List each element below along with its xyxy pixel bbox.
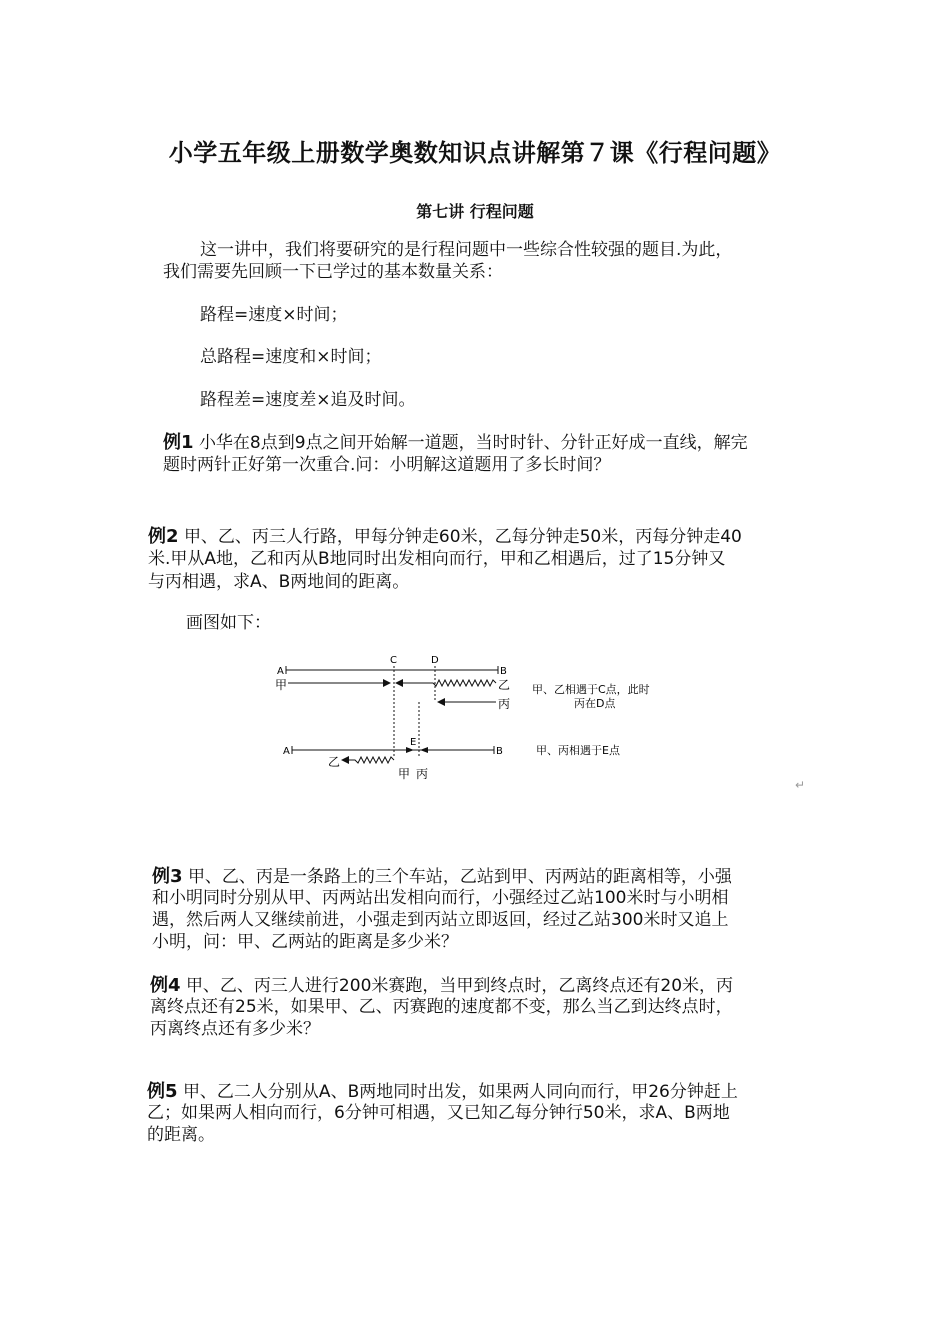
example-4-line-2: 离终点还有25米，如果甲、乙、丙赛跑的速度都不变，那么当乙到达终点时， (150, 997, 733, 1017)
label-jia-bottom: 甲 (398, 767, 411, 781)
lecture-title: 第七讲 行程问题 (416, 202, 534, 221)
example-1-line-2: 题时两针正好第一次重合.问：小明解这道题用了多长时间？ (163, 455, 611, 475)
example-4-label: 例4 (150, 975, 181, 996)
example-2-line-2: 米.甲从A地，乙和丙从B地同时出发相向而行，甲和乙相遇后，过了15分钟又 (148, 549, 726, 569)
example-4-line-3: 丙离终点还有多少米？ (150, 1019, 320, 1039)
caption-meet-c-line-2: 丙在D点 (574, 697, 616, 710)
label-jia-top: 甲 (275, 678, 288, 692)
example-3-line-1 (152, 866, 732, 888)
example-4-text: 甲、乙、丙三人进行200米赛跑，当甲到终点时，乙离终点还有20米，丙 (185, 976, 734, 996)
example-3-label: 例3 (152, 866, 183, 887)
example-2-text: 甲、乙、丙三人行路，甲每分钟走60米，乙每分钟走50米，丙每分钟走40 (183, 527, 742, 547)
example-4-line-1 (150, 975, 733, 997)
formula-total-distance: 总路程=速度和×时间； (200, 347, 382, 367)
example-5-text: 甲、乙二人分别从A、B两地同时出发，如果两人同向而行，甲26分钟赶上 (182, 1082, 738, 1102)
paragraph-return-mark: ↵ (795, 778, 806, 792)
example-2-label: 例2 (148, 526, 179, 547)
label-a-bottom: A (283, 746, 290, 757)
example-1-label: 例1 (163, 432, 194, 453)
example-3-line-4: 小明，问：甲、乙两站的距离是多少米？ (152, 932, 458, 952)
label-yi-bottom: 乙 (328, 755, 341, 769)
label-bing-top: 丙 (498, 697, 511, 711)
example-2-line-1 (148, 526, 742, 548)
label-d: D (431, 655, 439, 666)
diagram-intro: 画图如下： (186, 613, 271, 633)
example-1-text: 小华在8点到9点之间开始解一道题，当时时针、分针正好成一直线，解完 (198, 433, 748, 453)
intro-line-1: 这一讲中，我们将要研究的是行程问题中一些综合性较强的题目.为此， (200, 240, 733, 260)
example-3-text: 甲、乙、丙是一条路上的三个车站，乙站到甲、丙两站的距离相等，小强 (187, 867, 732, 887)
example-5-line-3: 的距离。 (147, 1125, 215, 1145)
yi-wavy-arrow (396, 680, 496, 686)
label-yi-top: 乙 (498, 678, 511, 692)
example-5-line-1 (147, 1081, 738, 1103)
example-1-line-1 (163, 432, 748, 454)
formula-distance: 路程=速度×时间； (200, 305, 348, 325)
label-b-bottom: B (496, 746, 503, 757)
example-2-line-3: 与丙相遇，求A、B两地间的距离。 (148, 572, 410, 592)
formula-distance-difference: 路程差=速度差×追及时间。 (200, 390, 416, 410)
label-bing-bottom: 丙 (416, 767, 429, 781)
label-e: E (410, 737, 417, 748)
label-c: C (390, 655, 397, 666)
caption-meet-e: 甲、丙相遇于E点 (536, 744, 620, 757)
travel-diagram (270, 650, 690, 790)
label-a-top: A (277, 666, 284, 677)
intro-line-2: 我们需要先回顾一下已学过的基本数量关系： (163, 262, 503, 282)
document-title: 小学五年级上册数学奥数知识点讲解第７课《行程问题》 (168, 139, 782, 167)
example-3-line-3: 遇，然后两人又继续前进，小强走到丙站立即返回，经过乙站300米时又追上 (152, 910, 729, 930)
yi-wavy-arrow-bottom (342, 757, 394, 763)
example-5-label: 例5 (147, 1081, 178, 1102)
example-5-line-2: 乙；如果两人相向而行，6分钟可相遇，又已知乙每分钟行50米，求A、B两地 (147, 1103, 730, 1123)
label-b-top: B (500, 666, 507, 677)
example-3-line-2: 和小明同时分别从甲、丙两站出发相向而行，小强经过乙站100米时与小明相 (152, 888, 729, 908)
caption-meet-c-line-1: 甲、乙相遇于C点，此时 (532, 683, 650, 696)
